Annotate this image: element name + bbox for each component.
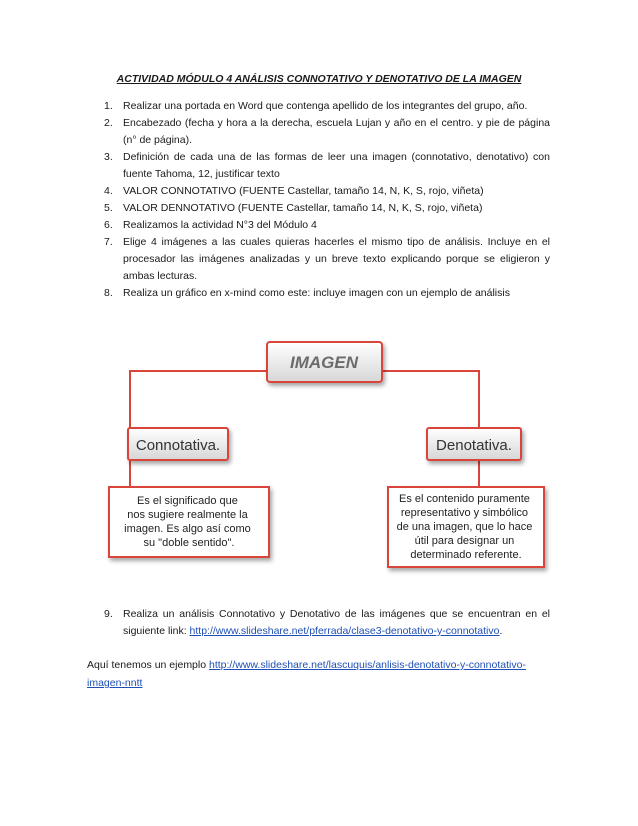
list-item bbox=[0, 98, 550, 115]
desc-line: útil para designar un bbox=[414, 535, 515, 547]
item-text: VALOR CONNOTATIVO (FUENTE Castellar, tamaño 14, N, K, S, rojo, viñeta) bbox=[123, 185, 484, 197]
desc-line: determinado referente. bbox=[410, 549, 522, 561]
item-text: VALOR DENNOTATIVO (FUENTE Castellar, tamaño 14, N, K, S, rojo, viñeta) bbox=[123, 202, 483, 214]
desc-line: imagen. Es algo así como bbox=[124, 523, 251, 535]
item-text: Encabezado (fecha y hora a la derecha, escuela Lujan y año en el centro. y pie de página (n° de página). bbox=[123, 117, 550, 146]
concept-diagram bbox=[92, 322, 552, 580]
item-text: Definición de cada una de las formas de leer una imagen (connotativo, denotativo) con fuente Tahoma, 12, justificar texto bbox=[123, 151, 550, 180]
example-text: Aquí tenemos un ejemplo bbox=[87, 659, 209, 671]
list-item bbox=[0, 149, 550, 183]
list-item bbox=[0, 234, 550, 285]
item-number: 7. bbox=[104, 236, 113, 248]
item-text: Realizar una portada en Word que contenga apellido de los integrantes del grupo, año. bbox=[123, 100, 528, 112]
item-text: Realiza un gráfico en x-mind como este: incluye imagen con un ejemplo de análisis bbox=[123, 287, 510, 299]
connotativa-label: Connotativa. bbox=[135, 437, 221, 454]
list-item bbox=[0, 183, 550, 200]
desc-line: de una imagen, que lo hace bbox=[396, 521, 533, 533]
item-text: Realiza un análisis Connotativo y Denotativo de las imágenes que se encuentran en el siguiente link: bbox=[123, 608, 550, 637]
denotativa-desc bbox=[397, 493, 536, 561]
item-number: 3. bbox=[104, 151, 113, 163]
item-number: 5. bbox=[104, 202, 113, 214]
instructions-list bbox=[0, 98, 638, 302]
page-title: ACTIVIDAD MÓDULO 4 ANÁLISIS CONNOTATIVO Y DENOTATIVO DE LA IMAGEN bbox=[116, 73, 522, 85]
list-item bbox=[0, 285, 550, 302]
slideshare-link[interactable]: http://www.slideshare.net/pferrada/clase3-denotativo-y-connotativo bbox=[189, 625, 500, 637]
list-item bbox=[0, 200, 550, 217]
desc-line: su "doble sentido". bbox=[143, 537, 235, 549]
item-number: 6. bbox=[104, 219, 113, 231]
desc-line: representativo y simbólico bbox=[400, 507, 529, 519]
desc-line: Es el contenido puramente bbox=[399, 493, 530, 505]
item-text: Realizamos la actividad N°3 del Módulo 4 bbox=[123, 219, 317, 231]
item-number: 4. bbox=[104, 185, 113, 197]
item-number: 1. bbox=[104, 100, 113, 112]
list-item bbox=[0, 217, 550, 234]
list-item bbox=[0, 115, 550, 149]
item-number: 2. bbox=[104, 117, 113, 129]
desc-line: nos sugiere realmente la bbox=[127, 509, 248, 521]
item-number: 9. bbox=[104, 608, 113, 620]
desc-line: Es el significado que bbox=[137, 495, 238, 507]
connector-left bbox=[130, 371, 267, 428]
item-text-end: . bbox=[499, 625, 503, 637]
item-number: 8. bbox=[104, 287, 113, 299]
instructions-list-continued bbox=[0, 606, 638, 640]
root-label: IMAGEN bbox=[290, 353, 358, 372]
example-link[interactable]: http://www.slideshare.net/lascuquis/anlisis-denotativo-y-connotativo-imagen-nntt bbox=[87, 659, 526, 689]
connector-right bbox=[382, 371, 479, 428]
denotativa-label: Denotativa. bbox=[436, 437, 512, 454]
list-item bbox=[0, 606, 550, 640]
example-paragraph bbox=[87, 656, 557, 692]
item-text: Elige 4 imágenes a las cuales quieras hacerles el mismo tipo de análisis. Incluye en el procesador las imágenes analizadas y un breve texto explicando porque se eligieron y ambas lecturas. bbox=[123, 236, 550, 282]
